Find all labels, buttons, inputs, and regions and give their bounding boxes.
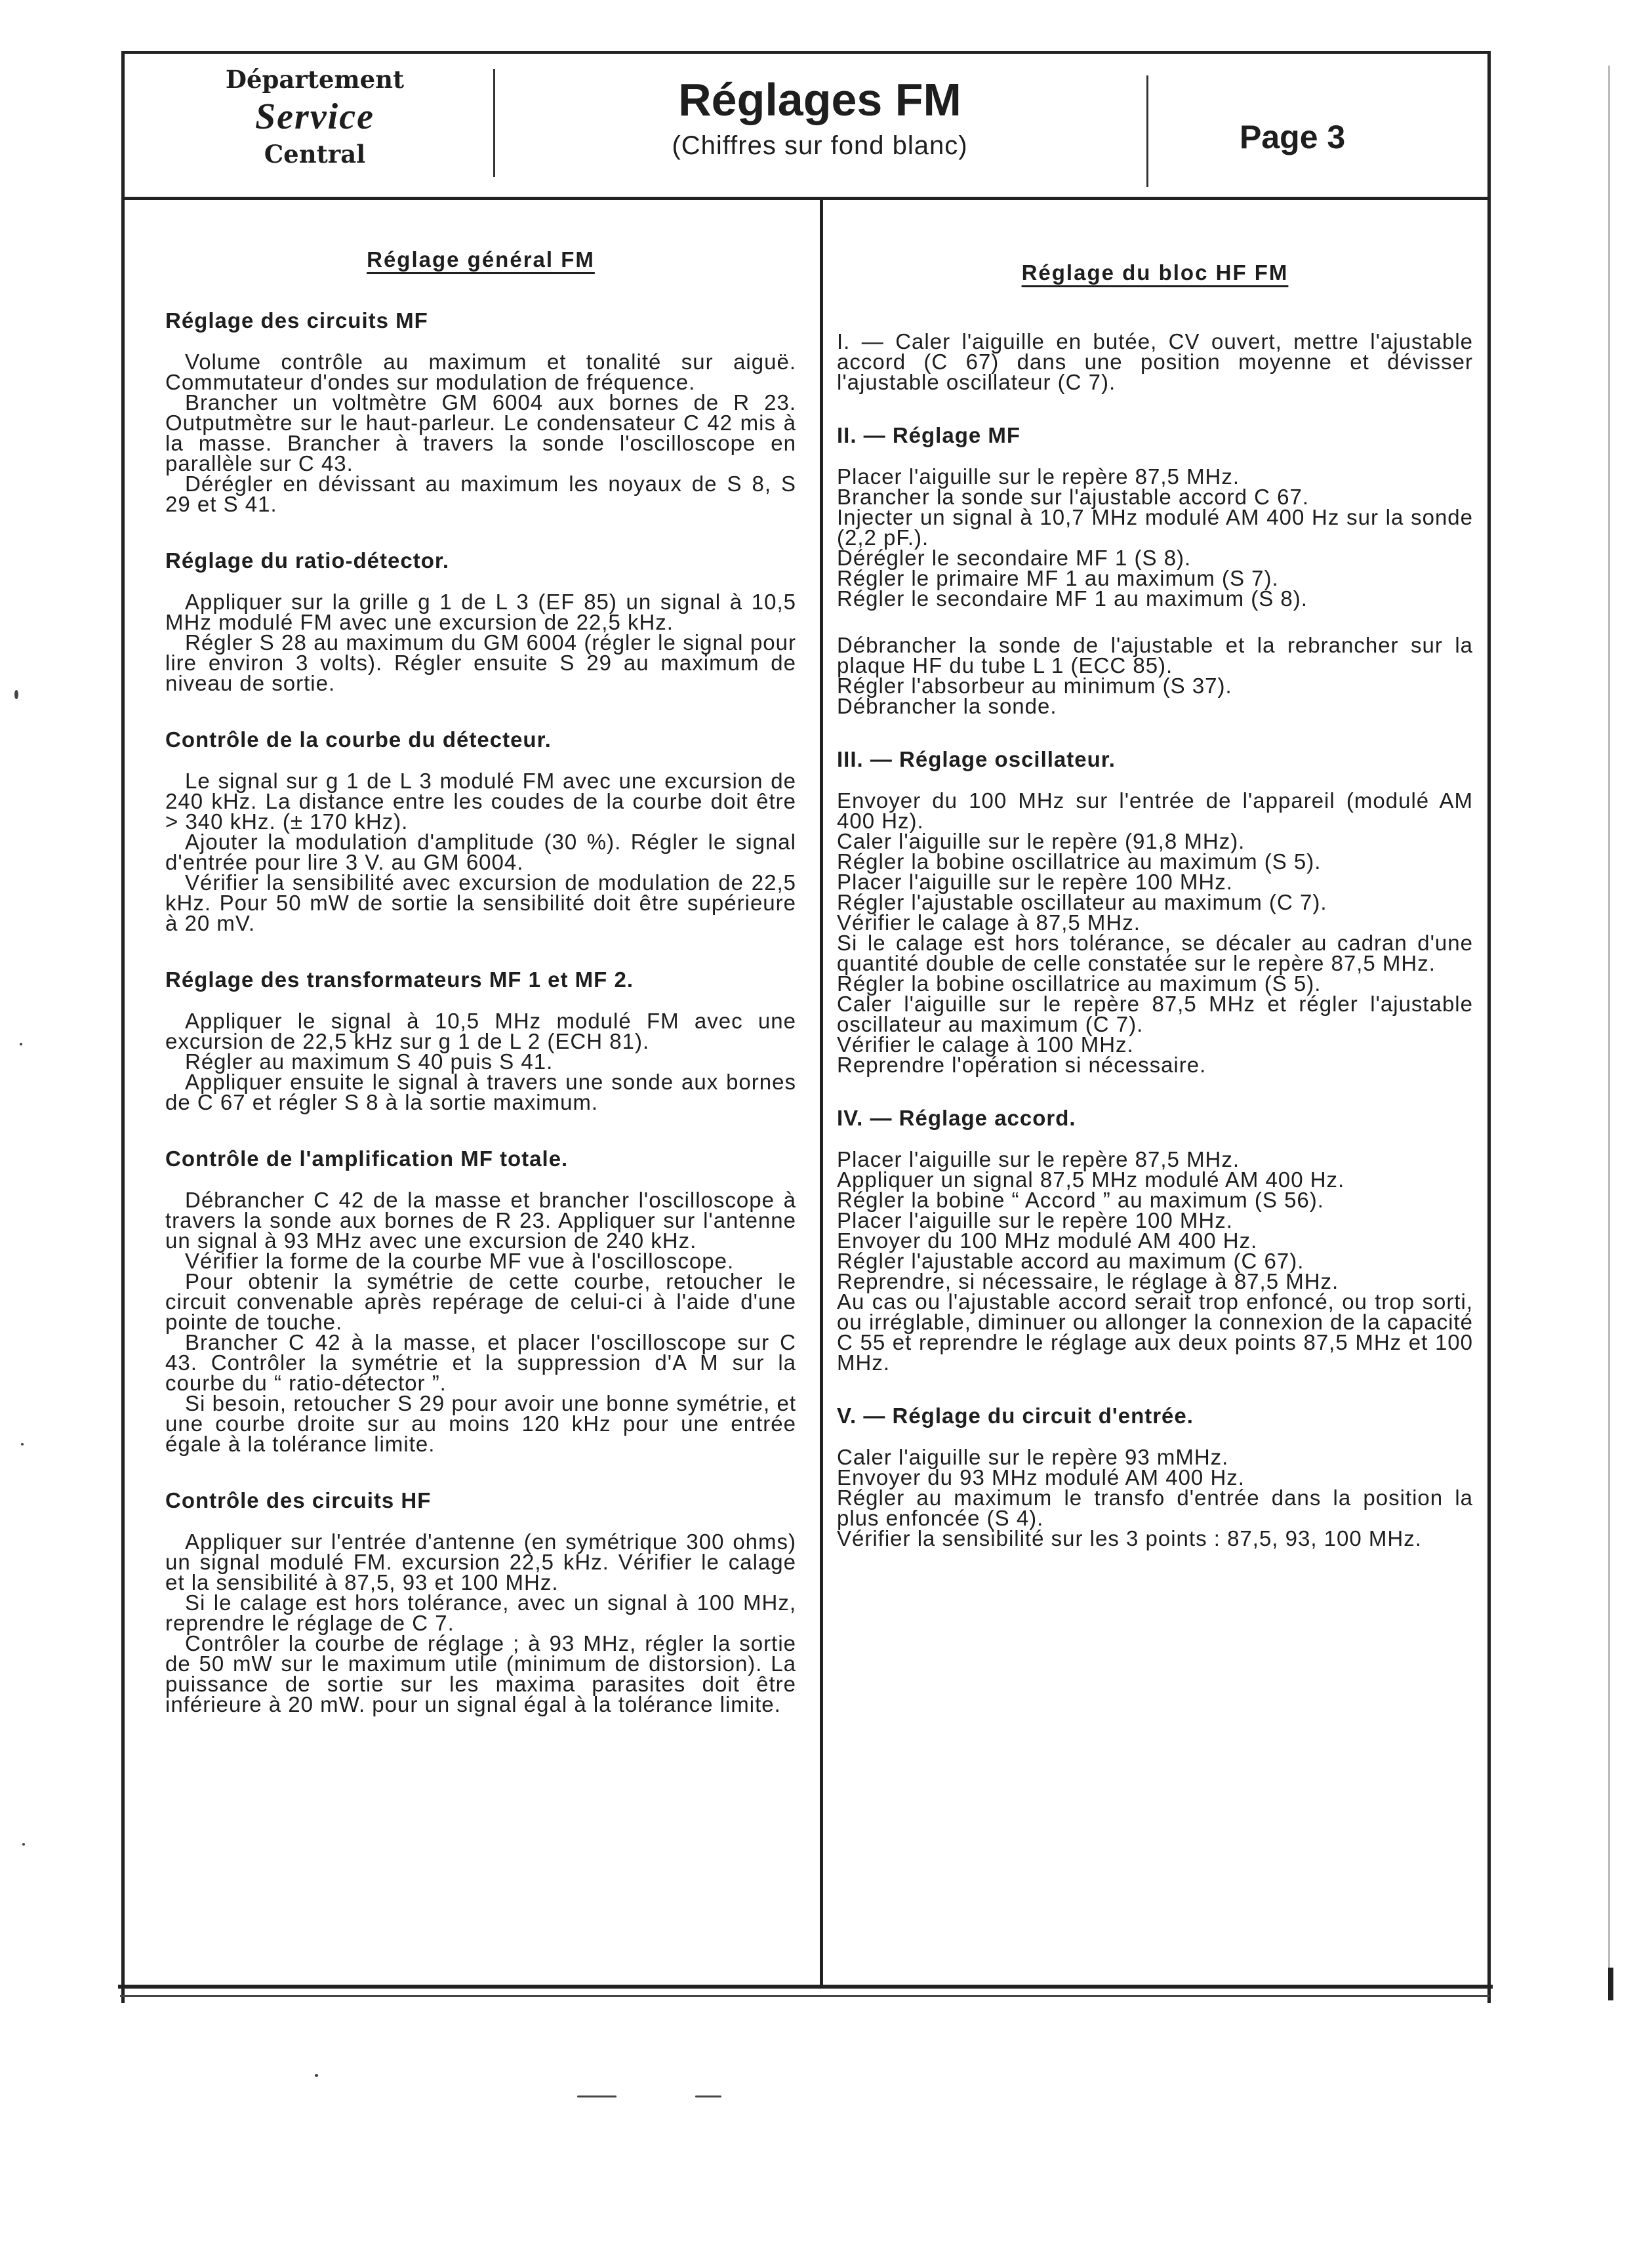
- step-line: Dérégler le secondaire MF 1 (S 8).: [837, 546, 1192, 570]
- step-line: Reprendre, si nécessaire, le réglage à 87,5 MHz.: [837, 1269, 1339, 1293]
- paragraph: Débrancher C 42 de la masse et brancher l'oscilloscope à travers la sonde aux bornes de R 23. Appliquer sur l'antenne un signal à 93 MHz avec une excursion de 240 kHz.: [165, 1188, 796, 1253]
- frame-bottom-rule-thin: [120, 1995, 1489, 1997]
- scan-speck: [577, 2096, 616, 2097]
- page-title: Réglages FM: [678, 74, 961, 125]
- left-column: [165, 249, 796, 1714]
- section-heading: Contrôle de la courbe du détecteur.: [165, 727, 552, 752]
- scan-speck: [21, 1443, 24, 1446]
- step-line: Vérifier le calage à 100 MHz.: [837, 1032, 1134, 1057]
- scan-speck: [22, 1843, 25, 1846]
- scan-edge-line: [1608, 66, 1610, 2000]
- scan-speck: [20, 1043, 22, 1045]
- paragraph: Appliquer le signal à 10,5 MHz modulé FM avec une excursion de 22,5 kHz sur g 1 de L 2 (ECH 81).: [165, 1009, 796, 1053]
- paragraph: Dérégler en dévissant au maximum les noyaux de S 8, S 29 et S 41.: [165, 472, 796, 516]
- paragraph: Contrôler la courbe de réglage ; à 93 MHz, régler la sortie de 50 mW sur le maximum utile (minimum de distorsion). La puissance de sortie sur les maxima parasites doit être inférieure à 20 mW. pour un signal égal à la tolérance limite.: [165, 1631, 796, 1716]
- step-line: Envoyer du 100 MHz modulé AM 400 Hz.: [837, 1228, 1258, 1253]
- step-line: Au cas ou l'ajustable accord serait trop enfoncé, ou trop sorti, ou irréglable, diminuer ou allonger la connexion de la capacité C 55 et reprendre le réglage aux deux points 87,5 MHz et 100 MHz.: [837, 1289, 1473, 1375]
- left-column-title: Réglage général FM: [367, 247, 595, 272]
- step-line: Placer l'aiguille sur le repère 100 MHz.: [837, 1208, 1233, 1232]
- step-line: Caler l'aiguille sur le repère (91,8 MHz).: [837, 829, 1245, 853]
- step-line: Régler le primaire MF 1 au maximum (S 7).: [837, 566, 1279, 590]
- paragraph: Appliquer sur l'entrée d'antenne (en symétrique 300 ohms) un signal modulé FM. excursion 22,5 kHz. Vérifier le calage et la sensibilité à 87,5, 93 et 100 MHz.: [165, 1529, 796, 1594]
- dept-service: Service: [255, 96, 374, 137]
- section-heading: Réglage du ratio-détector.: [165, 548, 450, 573]
- paragraph: Appliquer sur la grille g 1 de L 3 (EF 85) un signal à 10,5 MHz modulé FM avec une excursion de 22,5 kHz.: [165, 590, 796, 634]
- step-line: Vérifier la sensibilité sur les 3 points : 87,5, 93, 100 MHz.: [837, 1526, 1422, 1550]
- department-block: [177, 63, 453, 171]
- title-block: [571, 72, 1069, 164]
- column-divider: [820, 197, 823, 1987]
- dept-line-1: Département: [225, 65, 405, 94]
- section-heading: III. — Réglage oscillateur.: [837, 747, 1116, 771]
- step-line: Régler le secondaire MF 1 au maximum (S 8).: [837, 586, 1308, 611]
- step-line: Appliquer un signal 87,5 MHz modulé AM 400 Hz.: [837, 1167, 1345, 1192]
- paragraph: Pour obtenir la symétrie de cette courbe, retoucher le circuit convenable après repérage de celui-ci à l'aide d'une pointe de touche.: [165, 1269, 796, 1334]
- paragraph: Ajouter la modulation d'amplitude (30 %). Régler le signal d'entrée pour lire 3 V. au GM 6004.: [165, 830, 796, 874]
- paragraph: Brancher C 42 à la masse, et placer l'oscilloscope sur C 43. Contrôler la symétrie et la suppression d'A M sur la courbe du “ ratio-détector ”.: [165, 1330, 796, 1395]
- page-number: Page 3: [1240, 119, 1346, 155]
- step-line: Vérifier le calage à 87,5 MHz.: [837, 910, 1141, 935]
- paragraph: Brancher un voltmètre GM 6004 aux bornes de R 23. Outputmètre sur le haut-parleur. Le condensateur C 42 mis à la masse. Brancher à travers la sonde l'oscilloscope en parallèle sur C 43.: [165, 390, 796, 476]
- step-line: Régler l'absorbeur au minimum (S 37).: [837, 674, 1232, 698]
- section-heading: Réglage des circuits MF: [165, 308, 428, 333]
- header-rule: [125, 197, 1490, 200]
- paragraph: Le signal sur g 1 de L 3 modulé FM avec une excursion de 240 kHz. La distance entre les coudes de la courbe doit être > 340 kHz. (± 170 kHz).: [165, 769, 796, 834]
- step-line: Régler l'ajustable accord au maximum (C 67).: [837, 1249, 1304, 1273]
- step-line: Régler la bobine oscillatrice au maximum (S 5).: [837, 971, 1322, 996]
- scan-speck: [14, 690, 18, 699]
- paragraph: Volume contrôle au maximum et tonalité sur aiguë. Commutateur d'ondes sur modulation de fréquence.: [165, 350, 796, 394]
- paragraph: Régler au maximum S 40 puis S 41.: [185, 1049, 554, 1074]
- step-line: Placer l'aiguille sur le repère 87,5 MHz.: [837, 464, 1240, 489]
- step-line: Si le calage est hors tolérance, se décaler au cadran d'une quantité double de celle constatée sur le repère 87,5 MHz.: [837, 931, 1473, 975]
- step-line: Placer l'aiguille sur le repère 100 MHz.: [837, 870, 1233, 894]
- header-divider-right: [1146, 75, 1148, 187]
- paragraph: Appliquer ensuite le signal à travers une sonde aux bornes de C 67 et régler S 8 à la sortie maximum.: [165, 1070, 796, 1114]
- step-line: Envoyer du 100 MHz sur l'entrée de l'appareil (modulé AM 400 Hz).: [837, 788, 1473, 833]
- scan-speck: [315, 2074, 318, 2077]
- section-heading: IV. — Réglage accord.: [837, 1106, 1076, 1130]
- right-column: [837, 262, 1473, 1549]
- paragraph: Vérifier la forme de la courbe MF vue à l'oscilloscope.: [185, 1249, 735, 1273]
- step-line: Régler la bobine oscillatrice au maximum (S 5).: [837, 849, 1322, 874]
- step-line: Régler la bobine “ Accord ” au maximum (S 56).: [837, 1188, 1324, 1212]
- paragraph: Régler S 28 au maximum du GM 6004 (régler le signal pour lire environ 3 volts). Régler ensuite S 29 au maximum de niveau de sortie.: [165, 630, 796, 695]
- section-heading: V. — Réglage du circuit d'entrée.: [837, 1404, 1194, 1428]
- paragraph: Si le calage est hors tolérance, avec un signal à 100 MHz, reprendre le réglage de C 7.: [165, 1590, 796, 1635]
- step-line: Régler au maximum le transfo d'entrée dans la position la plus enfoncée (S 4).: [837, 1486, 1473, 1530]
- paragraph: Si besoin, retoucher S 29 pour avoir une bonne symétrie, et une courbe droite sur au moins 120 kHz pour une entrée égale à la tolérance limite.: [165, 1391, 796, 1456]
- section-heading: Contrôle de l'amplification MF totale.: [165, 1146, 569, 1171]
- section-heading: Contrôle des circuits HF: [165, 1488, 432, 1512]
- step-line: Injecter un signal à 10,7 MHz modulé AM 400 Hz sur la sonde (2,2 pF.).: [837, 505, 1473, 550]
- section-heading: Réglage des transformateurs MF 1 et MF 2.: [165, 967, 634, 992]
- scan-edge-mark: [1608, 1968, 1613, 2000]
- step-line: Régler l'ajustable oscillateur au maximum (C 7).: [837, 890, 1327, 914]
- step-line: Envoyer du 93 MHz modulé AM 400 Hz.: [837, 1465, 1245, 1489]
- step-line: Débrancher la sonde de l'ajustable et la rebrancher sur la plaque HF du tube L 1 (ECC 85).: [837, 633, 1473, 678]
- scan-speck: [695, 2096, 721, 2097]
- step-line: Caler l'aiguille sur le repère 87,5 MHz et régler l'ajustable oscillateur au maximum (C 7).: [837, 992, 1473, 1036]
- section-heading: II. — Réglage MF: [837, 423, 1021, 447]
- step-line: Brancher la sonde sur l'ajustable accord C 67.: [837, 485, 1310, 509]
- right-column-title: Réglage du bloc HF FM: [1021, 260, 1289, 285]
- step-line: Placer l'aiguille sur le repère 87,5 MHz.: [837, 1147, 1240, 1171]
- step-line: Débrancher la sonde.: [837, 694, 1057, 718]
- dept-line-3: Central: [264, 140, 366, 169]
- page-subtitle: (Chiffres sur fond blanc): [672, 131, 968, 160]
- step-line: Reprendre l'opération si nécessaire.: [837, 1053, 1207, 1077]
- frame-bottom-rule: [118, 1985, 1493, 1989]
- paragraph: Vérifier la sensibilité avec excursion de modulation de 22,5 kHz. Pour 50 mW de sortie la sensibilité doit être supérieure à 20 mV.: [165, 870, 796, 935]
- paragraph: I. — Caler l'aiguille en butée, CV ouvert, mettre l'ajustable accord (C 67) dans une position moyenne et dévisser l'ajustable oscillateur (C 7).: [837, 329, 1473, 394]
- step-line: Caler l'aiguille sur le repère 93 mMHz.: [837, 1445, 1229, 1469]
- header-divider-left: [493, 69, 495, 177]
